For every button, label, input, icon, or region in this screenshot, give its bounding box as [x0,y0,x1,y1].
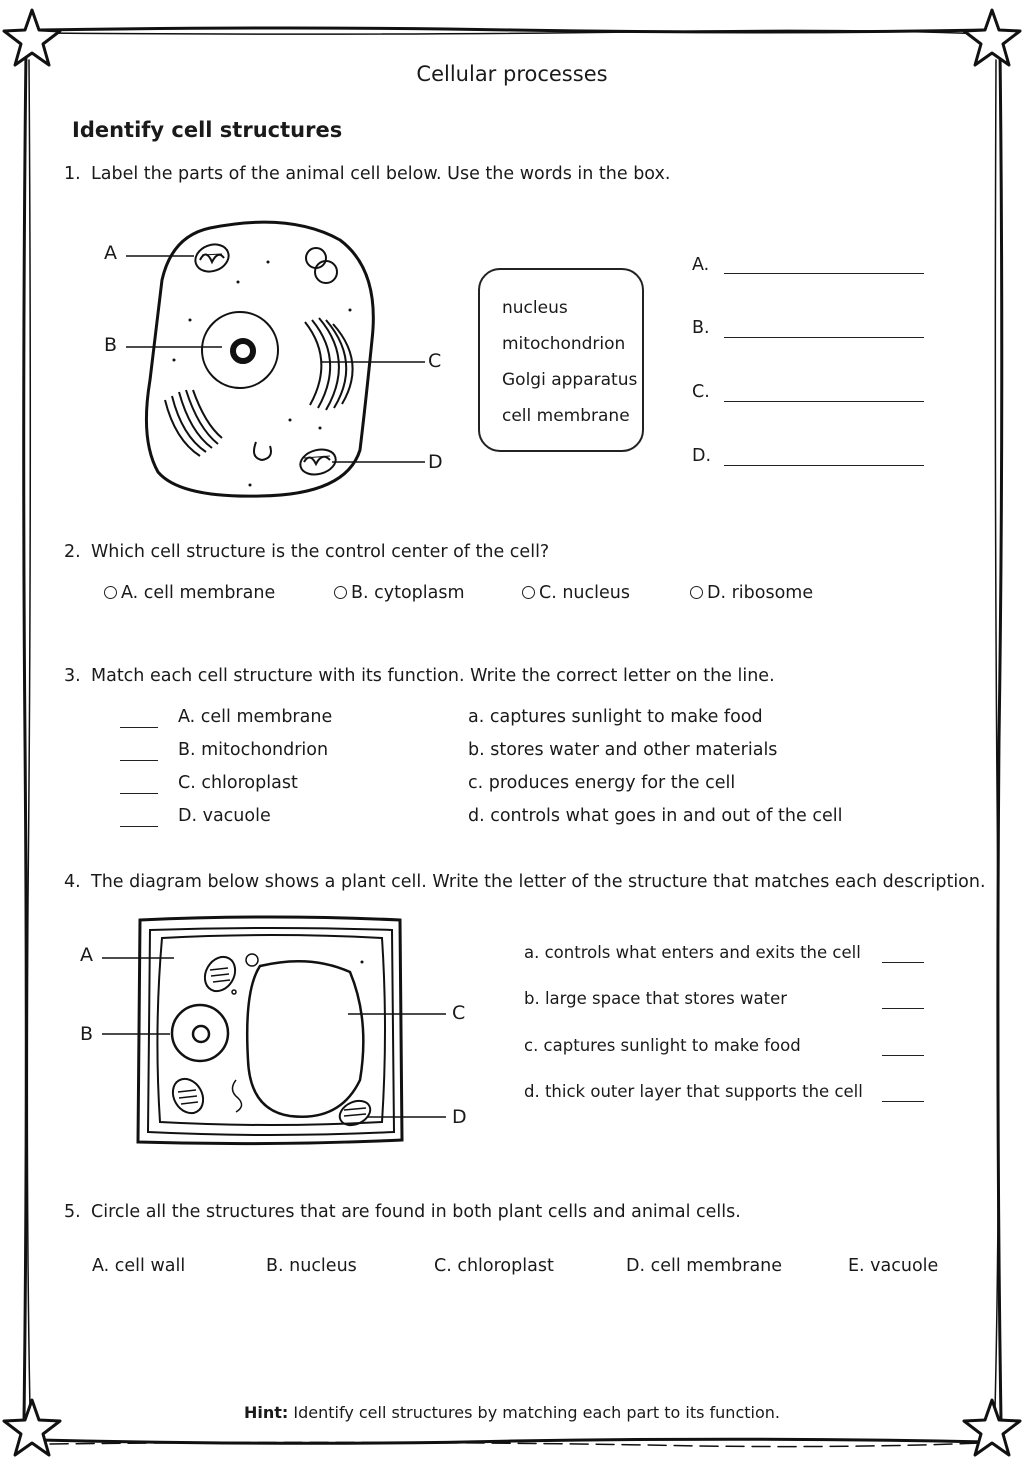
description-blank[interactable] [882,1055,924,1056]
match-blank[interactable] [120,793,158,794]
q2-option-d[interactable] [690,583,813,603]
question-text: Which cell structure is the control center of the cell? [91,542,550,562]
question-number: 3. [64,666,81,686]
plant-cell-diagram [70,910,490,1160]
answer-line-b[interactable] [724,337,924,338]
question-number: 4. [64,872,81,892]
answer-label-a: A. [692,255,710,275]
animal-cell-diagram [90,210,470,510]
match-blank[interactable] [120,727,158,728]
radio-button[interactable] [104,586,117,599]
answer-label-c: C. [692,382,710,402]
central-vacuole [247,961,363,1117]
description-blank[interactable] [882,962,924,963]
question-5 [64,1202,741,1222]
chloroplast [167,1073,209,1118]
diagram-label-d: D [428,451,443,473]
question-text: Circle all the structures that are found in both plant cells and animal cells. [91,1202,741,1222]
star-icon [964,10,1020,65]
plant-label-c: C [452,1002,466,1024]
question-number: 2. [64,542,81,562]
answer-line-d[interactable] [724,465,924,466]
function-item: b. stores water and other materials [468,740,778,760]
function-item: c. produces energy for the cell [468,773,736,793]
description-item: c. captures sunlight to make food [524,1036,801,1055]
word-box-item: cell membrane [502,406,630,426]
answer-label-b: B. [692,318,710,338]
question-text: Match each cell structure with its function. Write the correct letter on the line. [91,666,775,686]
hint [0,1403,1024,1422]
question-1 [64,164,670,184]
question-text: The diagram below shows a plant cell. Write the letter of the structure that matches each description. [91,872,986,892]
hint-text: Identify cell structures by matching each part to its function. [288,1403,780,1422]
structure-item: C. chloroplast [178,773,298,793]
structure-item: A. cell membrane [178,707,333,727]
question-3 [64,666,775,686]
word-box-item: mitochondrion [502,334,626,354]
radio-button[interactable] [690,586,703,599]
answer-line-a[interactable] [724,273,924,274]
star-icon [4,10,60,65]
nucleolus [193,1026,209,1042]
plant-label-b: B [80,1023,94,1045]
q2-option-c[interactable] [522,583,630,603]
description-item: a. controls what enters and exits the cell [524,943,861,962]
option-label: D. ribosome [707,583,814,603]
diagram-label-c: C [428,350,442,372]
answer-line-c[interactable] [724,401,924,402]
diagram-label-b: B [104,334,118,356]
q5-option-c[interactable]: C. chloroplast [434,1256,554,1276]
radio-button[interactable] [522,586,535,599]
description-blank[interactable] [882,1008,924,1009]
option-label: C. nucleus [539,583,630,603]
match-blank[interactable] [120,760,158,761]
option-label: A. cell membrane [121,583,276,603]
description-blank[interactable] [882,1101,924,1102]
question-number: 5. [64,1202,81,1222]
description-item: b. large space that stores water [524,989,788,1008]
word-box-item: nucleus [502,298,568,318]
page-title: Cellular processes [416,62,608,86]
radio-button[interactable] [334,586,347,599]
nucleus [202,312,278,388]
description-item: d. thick outer layer that supports the cell [524,1082,863,1101]
q5-option-d[interactable]: D. cell membrane [626,1256,783,1276]
question-text: Label the parts of the animal cell below. Use the words in the box. [91,164,671,184]
vesicle [306,248,337,283]
nucleolus [233,341,253,361]
q2-option-b[interactable] [334,583,465,603]
golgi-apparatus [305,318,353,410]
mitochondrion [192,240,233,276]
q2-option-a[interactable] [104,583,275,603]
structure-item: D. vacuole [178,806,271,826]
function-item: a. captures sunlight to make food [468,707,763,727]
question-4 [64,872,986,892]
vacuole [254,442,271,460]
structure-item: B. mitochondrion [178,740,329,760]
question-2 [64,542,549,562]
endoplasmic-reticulum [165,390,222,456]
plant-label-d: D [452,1106,467,1128]
q5-option-b[interactable]: B. nucleus [266,1256,357,1276]
q5-option-a[interactable]: A. cell wall [92,1256,186,1276]
word-box-item: Golgi apparatus [502,370,638,390]
nucleus [172,1005,228,1061]
section-heading: Identify cell structures [72,118,343,142]
vesicle [246,954,258,966]
word-box [478,268,644,452]
answer-label-d: D. [692,446,712,466]
question-number: 1. [64,164,81,184]
diagram-label-a: A [104,242,117,264]
function-item: d. controls what goes in and out of the cell [468,806,843,826]
hint-label: Hint: [244,1403,289,1422]
q5-option-e[interactable]: E. vacuole [848,1256,939,1276]
option-label: B. cytoplasm [351,583,465,603]
plant-label-a: A [80,944,93,966]
match-blank[interactable] [120,826,158,827]
